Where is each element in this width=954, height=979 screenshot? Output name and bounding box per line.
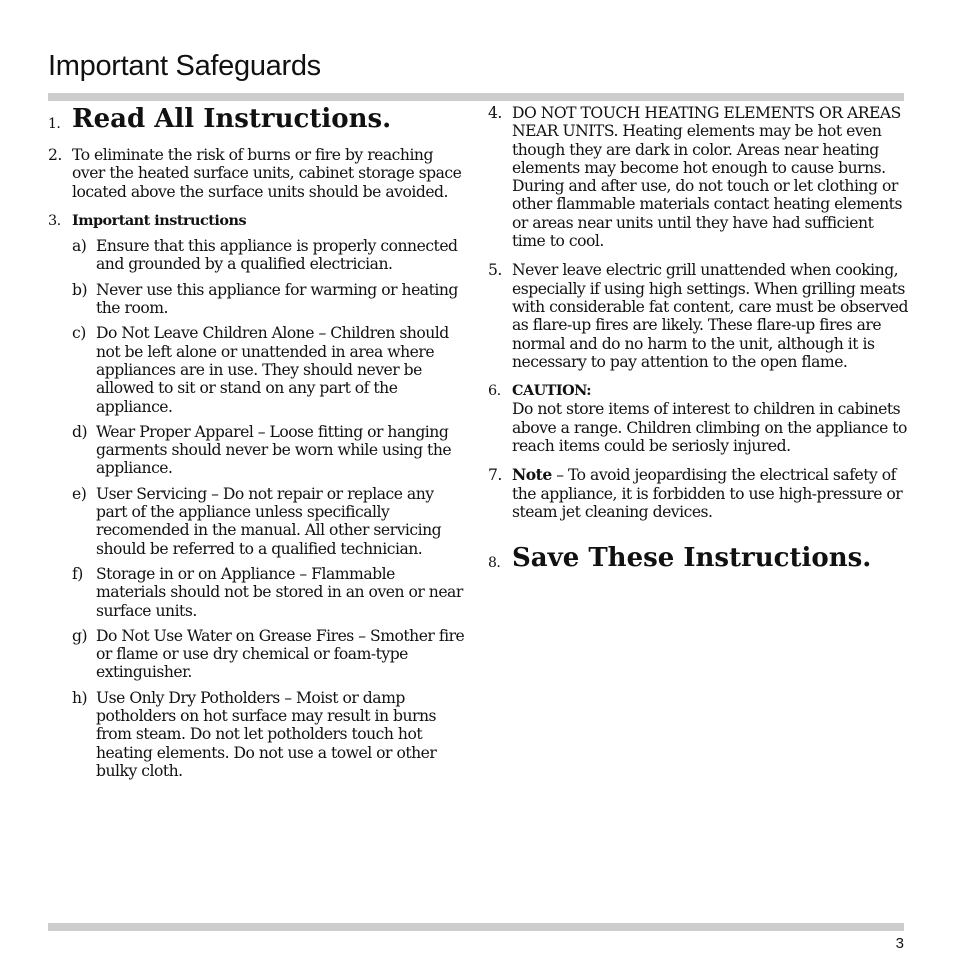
sub-item-text: Storage in or on Appliance – Flammable materials should not be stored in an oven or near surface units. [96,564,463,620]
item-text: To eliminate the risk of burns or fire by reaching over the heated surface units, cabinet storage space located above the surface units should be avoided. [72,146,462,201]
item-6 [488,382,908,455]
item-text: DO NOT TOUCH HEATING ELEMENTS OR AREAS NEAR UNITS. Heating elements may be hot even though they are dark in color. Areas near heating elements may become hot enough to cause burns. During and after use, do not touch or let clothing or other flammable materials contact heating elements or areas near units until they have had sufficient time to cool. [512,104,902,251]
sub-item-c [72,324,466,415]
item-number: 3. [48,212,61,229]
sub-item-e [72,485,466,558]
footer-rule [48,923,904,931]
item-1 [48,104,466,134]
sub-item-label: b) [72,280,88,299]
note-label: Note [512,465,552,485]
left-column [48,104,466,791]
save-these-instructions-heading: Save These Instructions. [512,543,872,574]
item-number: 6. [488,383,501,400]
item-number: 7. [488,466,502,485]
sub-item-b [72,281,466,318]
sub-item-label: g) [72,626,88,645]
read-all-instructions-heading: Read All Instructions. [72,104,392,134]
sub-item-text: User Servicing – Do not repair or replace any part of the appliance unless specifically recomended in the manual. All other servicing should be referred to a qualified technician. [96,484,442,558]
important-instructions-heading: Important instructions [72,211,247,229]
item-2 [48,146,466,201]
sub-item-g [72,627,466,682]
item-number: 5. [488,261,502,280]
sub-item-a [72,237,466,274]
item-8 [488,543,908,573]
note-text: – To avoid jeopardising the electrical safety of the appliance, it is forbidden to use high-pressure or steam jet cleaning devices. [512,466,903,521]
page-title: Important Safeguards [48,50,321,82]
item-5 [488,261,908,371]
sub-item-label: a) [72,237,87,256]
right-column [488,104,908,585]
item-4 [488,104,908,250]
sub-item-label: f) [72,564,83,583]
sub-item-text: Never use this appliance for warming or heating the room. [96,280,458,318]
sub-item-h [72,689,466,780]
sub-item-label: c) [72,324,86,343]
sub-item-label: h) [72,688,88,707]
sub-item-text: Do Not Use Water on Grease Fires – Smother fire or flame or use dry chemical or foam-type extinguisher. [96,626,465,682]
item-number: 1. [48,116,61,132]
sub-item-text: Use Only Dry Potholders – Moist or damp potholders on hot surface may result in burns from steam. Do not let potholders touch hot heating elements. Do not use a towel or other bulky cloth. [96,688,437,780]
sub-item-label: e) [72,484,87,503]
item-number: 8. [488,555,501,572]
item-text: Never leave electric grill unattended when cooking, especially if using high settings. When grilling meats with considerable fat content, care must be observed as flare-up fires are likely. These flare-up fires are normal and do no harm to the unit, although it is necessary to pay attention to the open flame. [512,261,909,371]
item-text [512,466,908,521]
header-rule [48,93,904,101]
page-number: 3 [895,935,904,952]
sub-item-d [72,423,466,478]
sub-item-f [72,565,466,620]
item-3 [48,212,466,780]
sub-item-text: Do Not Leave Children Alone – Children should not be left alone or unattended in area where appliances are in use. They should never be allowed to sit or stand on any part of the appliance. [96,324,449,416]
item-number: 4. [488,104,502,122]
sub-item-label: d) [72,422,88,441]
item-7 [488,466,908,521]
sub-item-text: Ensure that this appliance is properly connected and grounded by a qualified electrician. [96,237,458,274]
item-number: 2. [48,146,62,164]
item-text: Do not store items of interest to children in cabinets above a range. Children climbing on the appliance to reach items could be seriosly injured. [512,400,907,456]
sub-item-text: Wear Proper Apparel – Loose fitting or hanging garments should never be worn while using the appliance. [96,422,452,478]
caution-heading: CAUTION: [512,382,592,400]
